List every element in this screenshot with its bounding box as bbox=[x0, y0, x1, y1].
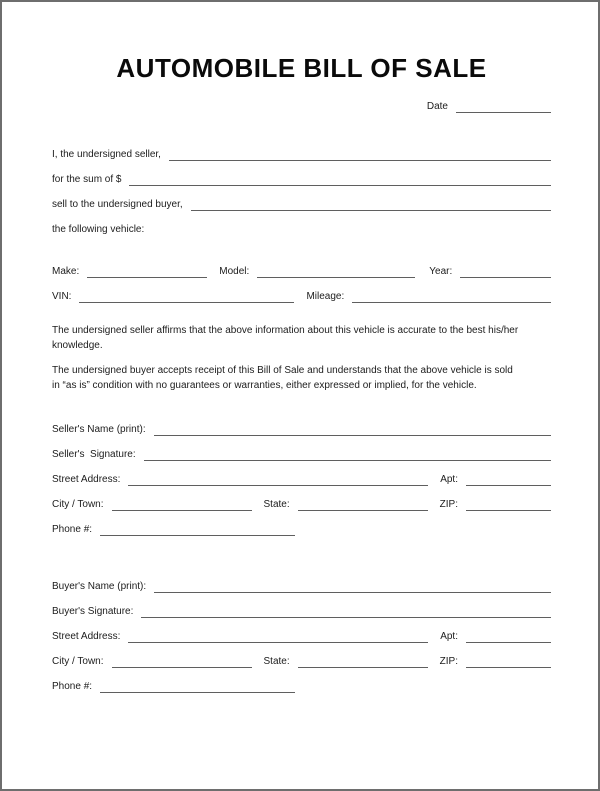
seller-apt-field[interactable] bbox=[466, 473, 551, 486]
page-title: AUTOMOBILE BILL OF SALE bbox=[116, 53, 487, 83]
seller-phone-row bbox=[52, 523, 551, 536]
seller-street-field[interactable] bbox=[128, 473, 428, 486]
date-label: Date bbox=[426, 101, 448, 112]
seller-address-row bbox=[52, 473, 551, 486]
model-label: Model: bbox=[219, 266, 250, 277]
vin-label: VIN: bbox=[52, 291, 72, 302]
buyer-signature-row bbox=[52, 605, 551, 618]
make-model-year-row bbox=[52, 265, 551, 278]
buyer-acceptance-paragraph bbox=[52, 363, 551, 393]
buyer-address-row bbox=[52, 630, 551, 643]
seller-zip-field[interactable] bbox=[466, 498, 551, 511]
seller-name-field[interactable] bbox=[154, 423, 551, 436]
seller-street-label: Street Address: bbox=[52, 474, 121, 485]
buyer-city-label: City / Town: bbox=[52, 656, 104, 667]
seller-affirmation-line2: knowledge. bbox=[52, 340, 103, 351]
buyer-phone-field[interactable] bbox=[100, 680, 295, 693]
buyer-name-label: Buyer's Name (print): bbox=[52, 581, 147, 592]
buyer-name-field[interactable] bbox=[154, 580, 551, 593]
date-field[interactable] bbox=[456, 100, 551, 113]
make-label: Make: bbox=[52, 266, 80, 277]
seller-name-label: Seller's Name (print): bbox=[52, 424, 146, 435]
undersigned-buyer-label: sell to the undersigned buyer, bbox=[52, 199, 183, 210]
buyer-apt-field[interactable] bbox=[466, 630, 551, 643]
seller-zip-label: ZIP: bbox=[439, 499, 458, 510]
seller-state-label: State: bbox=[263, 499, 290, 510]
undersigned-seller-label: I, the undersigned seller, bbox=[52, 149, 161, 160]
sum-row bbox=[52, 173, 551, 186]
seller-affirmation-line1: The undersigned seller affirms that the above information about this vehicle is accurate to the best his/her bbox=[52, 325, 519, 336]
seller-name-row bbox=[52, 423, 551, 436]
undersigned-seller-field[interactable] bbox=[169, 148, 551, 161]
buyer-apt-label: Apt: bbox=[440, 631, 458, 642]
vin-field[interactable] bbox=[79, 290, 294, 303]
seller-state-field[interactable] bbox=[298, 498, 428, 511]
year-label: Year: bbox=[429, 266, 453, 277]
vin-mileage-row bbox=[52, 290, 551, 303]
seller-city-field[interactable] bbox=[112, 498, 252, 511]
seller-apt-label: Apt: bbox=[440, 474, 458, 485]
undersigned-buyer-row bbox=[52, 198, 551, 211]
buyer-signature-field[interactable] bbox=[141, 605, 551, 618]
buyer-acceptance-line2: in “as is” condition with no guarantees or warranties, either expressed or implied, for the vehicle. bbox=[52, 380, 477, 391]
model-field[interactable] bbox=[257, 265, 415, 278]
mileage-label: Mileage: bbox=[306, 291, 345, 302]
seller-phone-label: Phone #: bbox=[52, 524, 93, 535]
following-vehicle-label: the following vehicle: bbox=[52, 224, 145, 235]
buyer-zip-field[interactable] bbox=[466, 655, 551, 668]
buyer-phone-row bbox=[52, 680, 551, 693]
sum-label: for the sum of $ bbox=[52, 174, 122, 185]
seller-city-state-zip-row bbox=[52, 498, 551, 511]
mileage-field[interactable] bbox=[352, 290, 551, 303]
buyer-acceptance-line1: The undersigned buyer accepts receipt of this Bill of Sale and understands that the above vehicle is sold bbox=[52, 365, 513, 376]
buyer-zip-label: ZIP: bbox=[439, 656, 458, 667]
buyer-name-row bbox=[52, 580, 551, 593]
seller-city-label: City / Town: bbox=[52, 499, 104, 510]
buyer-state-label: State: bbox=[263, 656, 290, 667]
seller-signature-row bbox=[52, 448, 551, 461]
seller-signature-label: Seller's Signature: bbox=[52, 449, 136, 460]
make-field[interactable] bbox=[87, 265, 207, 278]
buyer-street-field[interactable] bbox=[128, 630, 428, 643]
buyer-state-field[interactable] bbox=[298, 655, 428, 668]
undersigned-seller-row bbox=[52, 148, 551, 161]
sum-field[interactable] bbox=[129, 173, 551, 186]
seller-phone-field[interactable] bbox=[100, 523, 295, 536]
seller-signature-field[interactable] bbox=[144, 448, 551, 461]
seller-affirmation-paragraph bbox=[52, 323, 551, 353]
buyer-city-field[interactable] bbox=[112, 655, 252, 668]
buyer-street-label: Street Address: bbox=[52, 631, 121, 642]
buyer-city-state-zip-row bbox=[52, 655, 551, 668]
undersigned-buyer-field[interactable] bbox=[191, 198, 551, 211]
buyer-phone-label: Phone #: bbox=[52, 681, 93, 692]
following-vehicle-row bbox=[52, 223, 551, 236]
buyer-signature-label: Buyer's Signature: bbox=[52, 606, 134, 617]
year-field[interactable] bbox=[460, 265, 551, 278]
date-row bbox=[52, 100, 551, 113]
